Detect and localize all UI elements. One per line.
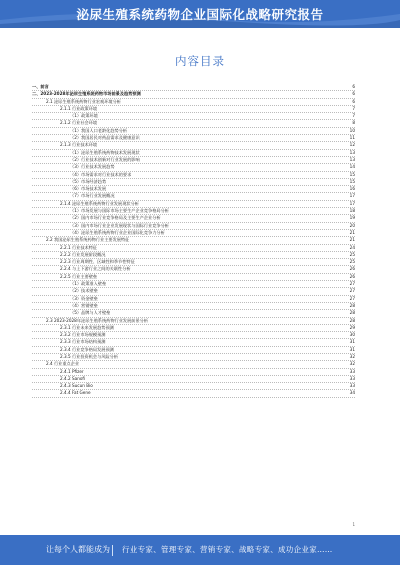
toc-entry-title: （2）行业技术创新对行业发展的影响: [70, 156, 140, 162]
toc-entry-title: （3）行业技术发展趋势: [70, 164, 115, 170]
toc-entry-page: 33: [349, 383, 355, 389]
footer-divider: [112, 545, 113, 556]
toc-entry[interactable]: [32, 376, 355, 383]
toc-entry-page: 19: [349, 215, 355, 221]
toc-entry[interactable]: [32, 390, 355, 397]
toc-entry[interactable]: [32, 215, 355, 222]
toc-entry-title: （4）营销壁垒: [70, 302, 98, 308]
toc-entry-page: 30: [349, 332, 355, 338]
toc-entry-page: 17: [349, 193, 355, 199]
toc-entry[interactable]: [32, 164, 355, 171]
toc-entry-title: 二、2023-2028年泌尿生殖系统药物市场前景及趋势预测: [32, 91, 141, 97]
toc-entry-page: 15: [349, 178, 355, 184]
toc-entry[interactable]: [32, 347, 355, 354]
footer-slogan-left: 让每个人都能成为: [46, 545, 110, 554]
toc-entry-title: （3）资金壁垒: [70, 295, 98, 301]
footer-banner: [0, 535, 400, 565]
toc-entry-title: 2.2.5 行业主要壁垒: [60, 273, 98, 279]
toc-entry-title: （7）市场行业发展概况: [70, 193, 115, 199]
toc-entry-page: 6: [352, 84, 355, 89]
toc-entry-page: 25: [349, 259, 355, 265]
toc-entry[interactable]: [32, 245, 355, 252]
toc-entry-page: 28: [349, 317, 355, 323]
toc-entry[interactable]: [32, 281, 355, 288]
toc-entry[interactable]: [32, 252, 355, 259]
toc-entry-title: 2.3.3 行业市场结构预测: [60, 339, 106, 345]
toc-entry-page: 31: [349, 339, 355, 345]
toc-entry-page: 24: [349, 244, 355, 250]
toc-entry[interactable]: [32, 186, 355, 193]
toc-entry[interactable]: [32, 259, 355, 266]
toc-entry-page: 14: [349, 164, 355, 170]
toc-entry[interactable]: [32, 106, 355, 113]
toc-entry-title: （1）市场发展与国际市场主要生产企业竞争格局分析: [70, 208, 169, 214]
toc-entry[interactable]: [32, 201, 355, 208]
toc-entry-page: 8: [352, 120, 355, 126]
report-title: 泌尿生殖系统药物企业国际化战略研究报告: [76, 7, 324, 22]
toc-entry[interactable]: [32, 223, 355, 230]
toc-entry[interactable]: [32, 266, 355, 273]
toc-entry[interactable]: [32, 383, 355, 390]
toc-entry-title: （1）政策准入壁垒: [70, 281, 107, 287]
toc-entry-page: 6: [352, 91, 355, 97]
toc-entry-page: 7: [352, 105, 355, 111]
toc-entry[interactable]: [32, 369, 355, 376]
toc-entry-page: 15: [349, 171, 355, 177]
toc-entry[interactable]: [32, 142, 355, 149]
toc-entry-title: 2.3.1 行业未来发展趋势预测: [60, 324, 114, 330]
toc-entry-page: 25: [349, 251, 355, 257]
toc-entry-page: 6: [352, 98, 355, 104]
toc-entry-title: 2.4 行业重点企业: [46, 361, 80, 367]
toc-entry[interactable]: [32, 339, 355, 346]
toc-entry-page: 13: [349, 149, 355, 155]
toc-entry-page: 33: [349, 368, 355, 374]
toc-entry-page: 20: [349, 222, 355, 228]
toc-entry[interactable]: [32, 303, 355, 310]
toc-entry-page: 21: [349, 237, 355, 243]
toc-heading: 内容目录: [175, 54, 225, 68]
toc-entry-title: 2.2 我国泌尿生殖系统药物行业主要发展特征: [46, 237, 130, 243]
toc-entry-title: （2）国内市场行业竞争格局及主要生产企业分析: [70, 215, 161, 221]
toc-entry-title: （1）泌尿生殖系统药物技术发展现状: [70, 149, 140, 155]
toc-entry[interactable]: [32, 157, 355, 164]
toc-entry[interactable]: [32, 172, 355, 179]
toc-entry-page: 11: [349, 135, 355, 141]
toc-entry-title: 一、前言: [32, 84, 49, 89]
toc-entry[interactable]: [32, 230, 355, 237]
toc-entry-title: （5）品牌与人才壁垒: [70, 310, 111, 316]
toc-entry-title: （2）技术壁垒: [70, 288, 98, 294]
toc-entry-page: 12: [349, 142, 355, 148]
toc-entry-title: 2.2.4 与上下游行业之间的关联性分析: [60, 266, 131, 272]
toc-entry[interactable]: [32, 150, 355, 157]
toc-entry[interactable]: [32, 179, 355, 186]
toc-entry-page: 29: [349, 324, 355, 330]
toc-entry[interactable]: [32, 274, 355, 281]
toc-entry[interactable]: [32, 318, 355, 325]
toc-entry-page: 21: [349, 229, 355, 235]
toc-entry-title: 2.1.4 泌尿生殖系统药物行业发展现状分析: [60, 200, 139, 206]
toc-entry-title: 2.1 泌尿生殖系统药物行业宏观环境分析: [46, 98, 121, 104]
toc-entry-title: 2.2.1 行业技术特征: [60, 244, 98, 250]
toc-entry-page: 27: [349, 281, 355, 287]
toc-entry-title: 2.3.4 行业竞争格局发展预测: [60, 346, 114, 352]
toc-entry-page: 7: [352, 113, 355, 119]
toc-entry[interactable]: [32, 99, 355, 106]
toc-entry-page: 28: [349, 310, 355, 316]
toc-entry[interactable]: [32, 296, 355, 303]
toc-entry-title: 2.4.1 Pfizer: [60, 368, 84, 374]
toc-entry-title: 2.1.2 行业社会环境: [60, 120, 98, 126]
toc-entry-title: （6）市场技术发展: [70, 186, 107, 192]
toc-entry[interactable]: [32, 310, 355, 317]
toc-entry-page: 31: [349, 346, 355, 352]
toc-entry-page: 34: [349, 390, 355, 396]
toc-entry-title: 2.4.3 Sucun Bio: [60, 383, 93, 389]
toc-entry-title: （4）泌尿生殖系统药物行业企业国际化竞争力分析: [70, 229, 165, 235]
header-banner: [0, 0, 400, 28]
toc-entry-title: 2.2.2 行业发展阶段概况: [60, 251, 106, 257]
toc-entry-page: 26: [349, 273, 355, 279]
toc-entry-page: 26: [349, 266, 355, 272]
toc-entry-title: （5）市场经济趋势: [70, 178, 107, 184]
toc-entry[interactable]: [32, 120, 355, 127]
toc-entry-title: （1）政策环境: [70, 113, 98, 119]
toc-entry[interactable]: [32, 288, 355, 295]
toc-entry-page: 16: [349, 186, 355, 192]
toc-entry[interactable]: [32, 113, 355, 120]
toc-entry[interactable]: [32, 128, 355, 135]
toc-entry-page: 28: [349, 302, 355, 308]
toc-entry-title: （2）我国居民对药品需求及健康意识: [70, 135, 140, 141]
toc-entry-page: 13: [349, 156, 355, 162]
toc-entry-title: 2.3.5 行业投资机会与风险分析: [60, 353, 119, 359]
toc-entry[interactable]: [32, 237, 355, 244]
toc-entry-page: 32: [349, 353, 355, 359]
toc-entry[interactable]: [32, 208, 355, 215]
toc-entry-page: 27: [349, 295, 355, 301]
toc-entry[interactable]: [32, 354, 355, 361]
toc-entry[interactable]: [32, 193, 355, 200]
footer-slogan-right: 行业专家、管理专家、营销专家、战略专家、成功企业家……: [122, 545, 333, 554]
toc-entry[interactable]: [32, 135, 355, 142]
table-of-contents: [32, 84, 355, 398]
toc-entry-title: （4）市场需求对行业技术的要求: [70, 171, 132, 177]
toc-entry-page: 17: [349, 200, 355, 206]
toc-entry-page: 33: [349, 375, 355, 381]
toc-entry[interactable]: [32, 325, 355, 332]
toc-entry[interactable]: [32, 84, 355, 91]
toc-entry[interactable]: [32, 332, 355, 339]
toc-entry-title: 2.1.1 行业政策环境: [60, 105, 98, 111]
toc-entry-title: 2.4.4 Fat Gene: [60, 390, 91, 396]
toc-entry-title: 2.1.3 行业技术环境: [60, 142, 98, 148]
toc-entry-title: （1）我国人口老龄化趋势分析: [70, 127, 128, 133]
toc-entry[interactable]: [32, 91, 355, 98]
toc-entry-title: 2.2.3 行业周期性、区域性和季节性特征: [60, 259, 135, 265]
toc-entry-title: （3）国内市场行业企业发展现状与国际行业竞争分析: [70, 222, 169, 228]
toc-entry-page: 10: [349, 127, 355, 133]
toc-entry-title: 2.4.2 Sanofi: [60, 375, 86, 381]
toc-entry[interactable]: [32, 361, 355, 368]
toc-entry-title: 2.3 2023-2028年泌尿生殖系统药物行业发展前景分析: [46, 317, 149, 323]
toc-entry-page: 27: [349, 288, 355, 294]
toc-entry-page: 32: [349, 361, 355, 367]
toc-entry-page: 18: [349, 208, 355, 214]
toc-entry-title: 2.3.2 行业市场规模预测: [60, 332, 106, 338]
page-number: 1: [352, 522, 355, 527]
